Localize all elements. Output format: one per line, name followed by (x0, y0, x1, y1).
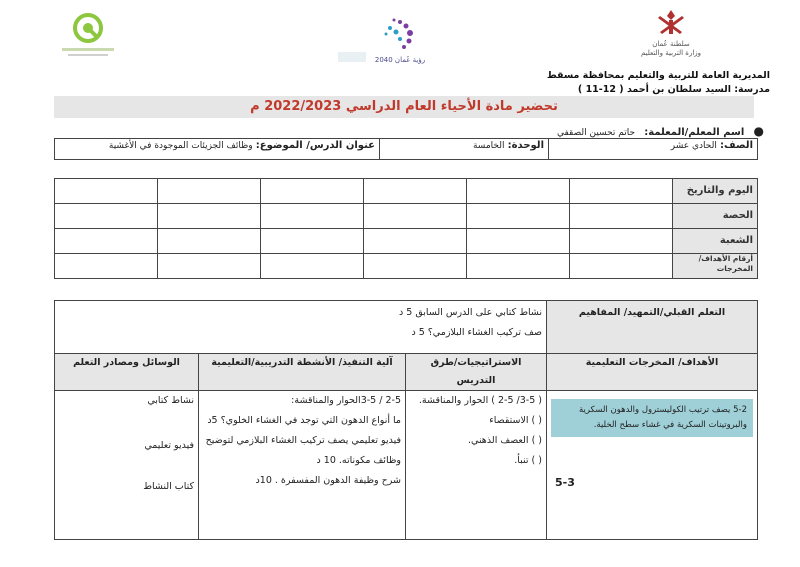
activity-item: ما أنواع الدهون التي توجد في الغشاء الخلوي؟ 5د (207, 415, 401, 426)
activity-item: شرح وظيفة الدهون المفسفرة . 10د (255, 475, 401, 486)
teacher-label: اسم المعلم/المعلمة: (644, 127, 745, 138)
school-name: مدرسة: السيد سلطان بن أحمد ( 12-11 ) (577, 84, 770, 95)
activity-item: 2-5 / 3-5الحوار والمناقشة: (291, 395, 401, 406)
lesson-value: وظائف الجزيئات الموجودة في الأغشية (108, 141, 253, 151)
strategy-item: ( 3-5/ 2-5 ) الحوار والمناقشة. (418, 395, 542, 406)
lesson-label: عنوان الدرس/ الموضوع: (255, 140, 375, 151)
svg-text:وزارة التربية والتعليم: وزارة التربية والتعليم (640, 49, 702, 57)
outcome-number: 5-2 (733, 405, 747, 415)
outcome-text: يصف ترتيب الكوليسترول والدهون السكرية والبروتينات السكرية في غشاء سطح الخلية. (578, 405, 747, 430)
strategies-cell (406, 391, 547, 540)
prior-line: صف تركيب الغشاء البلازمي؟ 5 د (411, 327, 542, 338)
schedule-label: أرقام الأهداف/المخرجات (673, 254, 758, 279)
prior-learning-content (55, 301, 547, 354)
lesson-info-table (54, 138, 758, 160)
prior-learning-label: التعلم القبلي/التمهيد/ المفاهيم (547, 301, 758, 354)
activity-item: فيديو تعليمي يصف تركيب الغشاء البلازمي لتوضيح وظائف مكوناته. 10 د (205, 435, 401, 466)
schedule-label: اليوم والتاريخ (673, 179, 758, 204)
resource-item: فيديو تعليمي (144, 440, 194, 451)
activities-cell (199, 391, 406, 540)
bullet-icon: ● (753, 124, 764, 138)
activities-header: آلية التنفيذ/ الأنشطة التدريبية/التعليمية (199, 354, 406, 391)
strategy-item: ( ) الاستقصاء (489, 415, 542, 426)
schedule-row (55, 204, 758, 229)
schedule-label: الشعبة (673, 229, 758, 254)
outcome-highlight (551, 399, 753, 437)
grade-value: الحادي عشر (670, 141, 717, 151)
teacher-value: حاتم تحسين الصقفي (556, 128, 636, 138)
unit-cell (380, 139, 549, 160)
schedule-label: الحصة (673, 204, 758, 229)
schedule-row (55, 229, 758, 254)
schedule-row (55, 179, 758, 204)
directorate-name: المديرية العامة للتربية والتعليم بمحافظة مسقط (546, 70, 770, 81)
teacher-line (557, 124, 764, 138)
outcomes-header: الأهداف/ المخرجات التعليمية (547, 354, 758, 391)
resources-cell (55, 391, 199, 540)
schedule-table (54, 178, 758, 279)
schedule-row (55, 254, 758, 279)
quality-logo (56, 10, 120, 60)
resource-item: كتاب النشاط (143, 481, 194, 492)
lesson-cell (55, 139, 380, 160)
svg-text:سلطنة عُمان: سلطنة عُمان (652, 40, 690, 48)
grade-cell (549, 139, 758, 160)
unit-label: الوحدة: (507, 140, 544, 151)
strategy-item: ( ) العصف الذهني. (468, 435, 542, 446)
strategy-item: ( ) تنبأ. (514, 455, 542, 466)
vision-2040-logo (330, 12, 440, 67)
outcomes-cell (547, 391, 758, 540)
resource-item: نشاط كتابي (147, 395, 194, 406)
unit-value: الخامسة (472, 141, 505, 151)
page-title: تحضير مادة الأحياء العام الدراسي 2022/2023 م (54, 96, 754, 118)
ministry-logo (636, 6, 706, 58)
lesson-plan-table (54, 300, 758, 540)
resources-header: الوسائل ومصادر التعلم (55, 354, 199, 391)
outcome-bottom-number: 5-3 (555, 476, 575, 489)
prior-line: نشاط كتابي على الدرس السابق 5 د (399, 307, 542, 318)
strategies-header: الاستراتيجيات/طرق التدريس (406, 354, 547, 391)
grade-label: الصف: (720, 140, 753, 151)
svg-text:رؤية عُمان 2040: رؤية عُمان 2040 (374, 56, 426, 64)
